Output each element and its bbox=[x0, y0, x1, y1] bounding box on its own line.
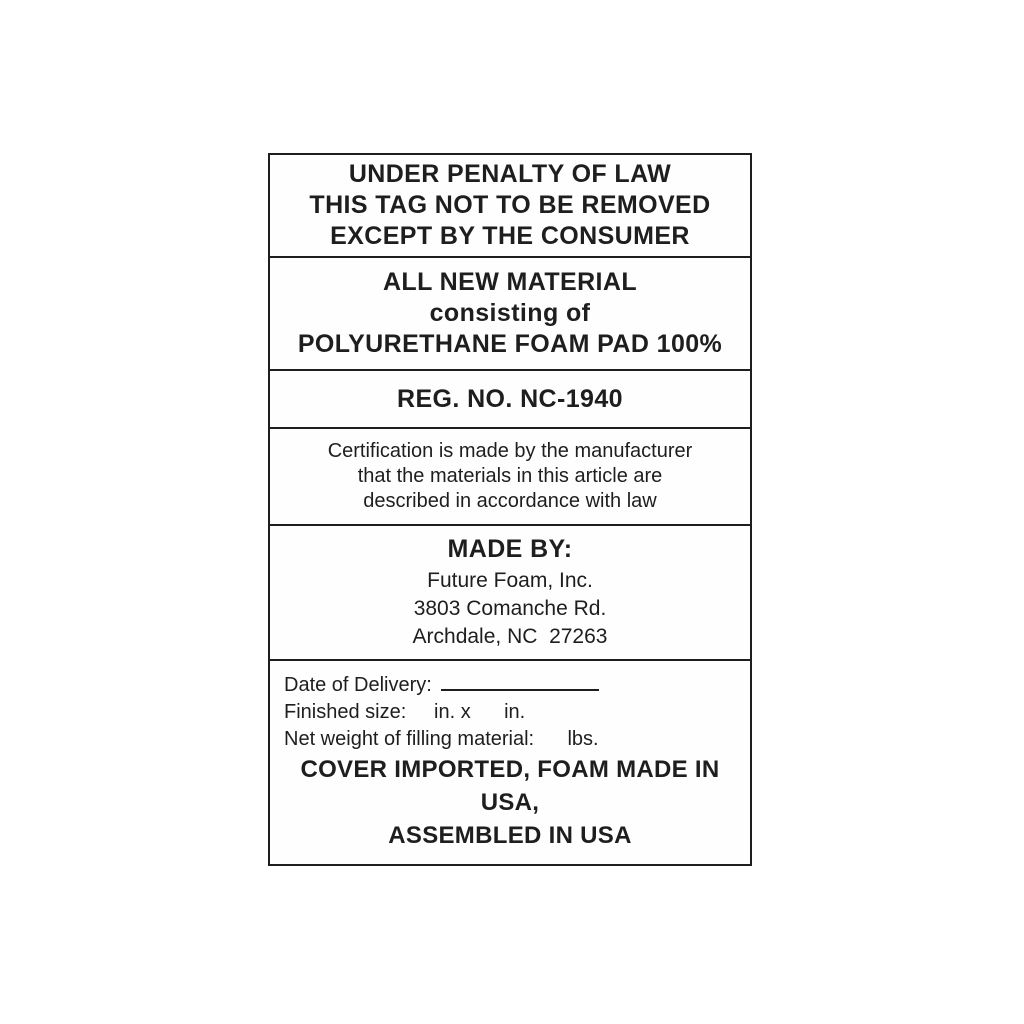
certification-line-1: Certification is made by the manufacturer bbox=[327, 439, 693, 462]
material-section bbox=[270, 258, 750, 371]
net-weight-line: Net weight of filling material: lbs. bbox=[284, 728, 599, 750]
certification-line-2: that the materials in this article are bbox=[357, 464, 663, 487]
origin-footer bbox=[270, 753, 750, 856]
material-line-3: POLYURETHANE FOAM PAD 100% bbox=[297, 330, 723, 359]
manufacturer-name: Future Foam, Inc. bbox=[427, 568, 593, 592]
finished-size-line: Finished size: in. x in. bbox=[284, 701, 526, 723]
date-of-delivery-line bbox=[284, 672, 750, 699]
origin-footer-line-2: ASSEMBLED IN USA bbox=[388, 822, 632, 849]
material-line-1: ALL NEW MATERIAL bbox=[382, 268, 638, 297]
manufacturer-city-state-zip: Archdale, NC 27263 bbox=[412, 624, 608, 648]
registration-section bbox=[270, 371, 750, 429]
certification-section bbox=[270, 429, 750, 526]
made-by-heading: MADE BY: bbox=[447, 534, 573, 563]
date-of-delivery-label: Date of Delivery: bbox=[284, 674, 432, 696]
penalty-section bbox=[270, 155, 750, 258]
date-of-delivery-blank bbox=[441, 672, 599, 691]
penalty-line-3: EXCEPT BY THE CONSUMER bbox=[330, 222, 690, 251]
delivery-section bbox=[270, 661, 750, 864]
penalty-line-1: UNDER PENALTY OF LAW bbox=[348, 160, 672, 189]
made-by-section bbox=[270, 526, 750, 662]
law-label bbox=[268, 153, 752, 866]
material-line-2: consisting of bbox=[429, 299, 591, 328]
certification-line-3: described in accordance with law bbox=[363, 489, 657, 512]
delivery-fields bbox=[270, 672, 750, 753]
registration-number: REG. NO. NC-1940 bbox=[397, 385, 623, 414]
origin-footer-line-1: COVER IMPORTED, FOAM MADE IN USA, bbox=[300, 756, 720, 816]
penalty-line-2: THIS TAG NOT TO BE REMOVED bbox=[309, 191, 711, 220]
manufacturer-street: 3803 Comanche Rd. bbox=[413, 596, 607, 620]
